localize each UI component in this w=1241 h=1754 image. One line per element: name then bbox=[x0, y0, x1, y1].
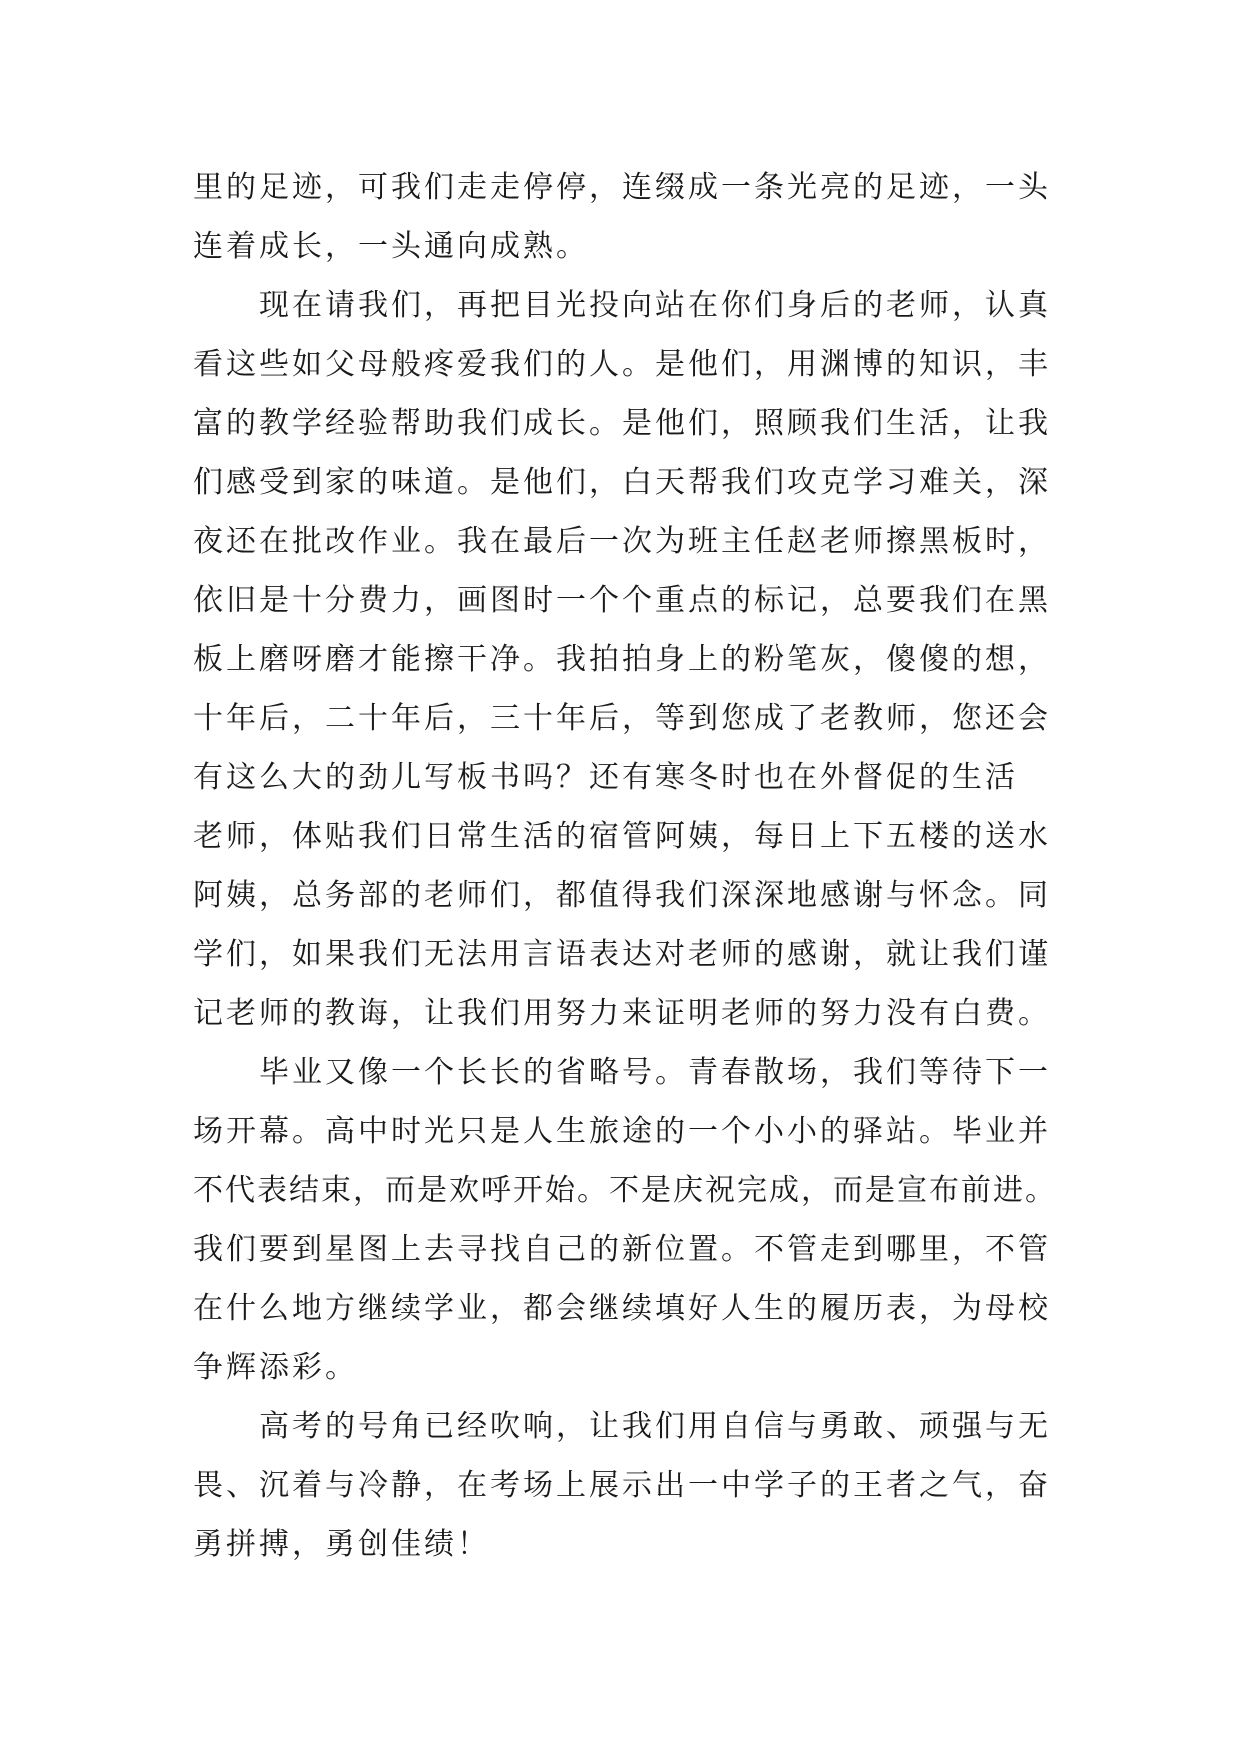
text-line: 板上磨呀磨才能擦干净。我拍拍身上的粉笔灰，傻傻的想， bbox=[193, 642, 1051, 677]
text-line: 在什么地方继续学业，都会继续填好人生的履历表，为母校 bbox=[193, 1291, 1051, 1326]
text-line: 学们，如果我们无法用言语表达对老师的感谢，就让我们谨 bbox=[193, 937, 1051, 972]
document-body bbox=[193, 158, 1067, 1574]
text-line: 看这些如父母般疼爱我们的人。是他们，用渊博的知识，丰 bbox=[193, 347, 1051, 382]
text-line: 争辉添彩。 bbox=[193, 1350, 358, 1385]
paragraph bbox=[193, 1397, 1067, 1574]
paragraph bbox=[193, 276, 1067, 1043]
text-line: 毕业又像一个长长的省略号。青春散场，我们等待下一 bbox=[259, 1055, 1051, 1090]
text-line: 勇拼搏，勇创佳绩！ bbox=[193, 1527, 490, 1562]
text-line: 现在请我们，再把目光投向站在你们身后的老师，认真 bbox=[259, 288, 1051, 323]
text-line: 阿姨，总务部的老师们，都值得我们深深地感谢与怀念。同 bbox=[193, 878, 1051, 913]
text-line: 老师，体贴我们日常生活的宿管阿姨，每日上下五楼的送水 bbox=[193, 819, 1051, 854]
text-line: 里的足迹，可我们走走停停，连缀成一条光亮的足迹，一头 bbox=[193, 170, 1051, 205]
text-line: 场开幕。高中时光只是人生旅途的一个小小的驿站。毕业并 bbox=[193, 1114, 1051, 1149]
text-line: 十年后，二十年后，三十年后，等到您成了老教师，您还会 bbox=[193, 701, 1051, 736]
text-line: 畏、沉着与冷静，在考场上展示出一中学子的王者之气，奋 bbox=[193, 1468, 1051, 1503]
text-line: 们感受到家的味道。是他们，白天帮我们攻克学习难关，深 bbox=[193, 465, 1051, 500]
text-line: 不代表结束，而是欢呼开始。不是庆祝完成，而是宣布前进。 bbox=[193, 1173, 1057, 1208]
text-line: 记老师的教诲，让我们用努力来证明老师的努力没有白费。 bbox=[193, 996, 1051, 1031]
text-line: 依旧是十分费力，画图时一个个重点的标记，总要我们在黑 bbox=[193, 583, 1051, 618]
paragraph bbox=[193, 158, 1067, 276]
text-line: 有这么大的劲儿写板书吗？还有寒冬时也在外督促的生活 bbox=[193, 760, 1018, 795]
text-line: 高考的号角已经吹响，让我们用自信与勇敢、顽强与无 bbox=[259, 1409, 1051, 1444]
text-line: 富的教学经验帮助我们成长。是他们，照顾我们生活，让我 bbox=[193, 406, 1051, 441]
text-line: 连着成长，一头通向成熟。 bbox=[193, 229, 589, 264]
paragraph bbox=[193, 1043, 1067, 1397]
text-line: 我们要到星图上去寻找自己的新位置。不管走到哪里，不管 bbox=[193, 1232, 1051, 1267]
text-line: 夜还在批改作业。我在最后一次为班主任赵老师擦黑板时， bbox=[193, 524, 1051, 559]
